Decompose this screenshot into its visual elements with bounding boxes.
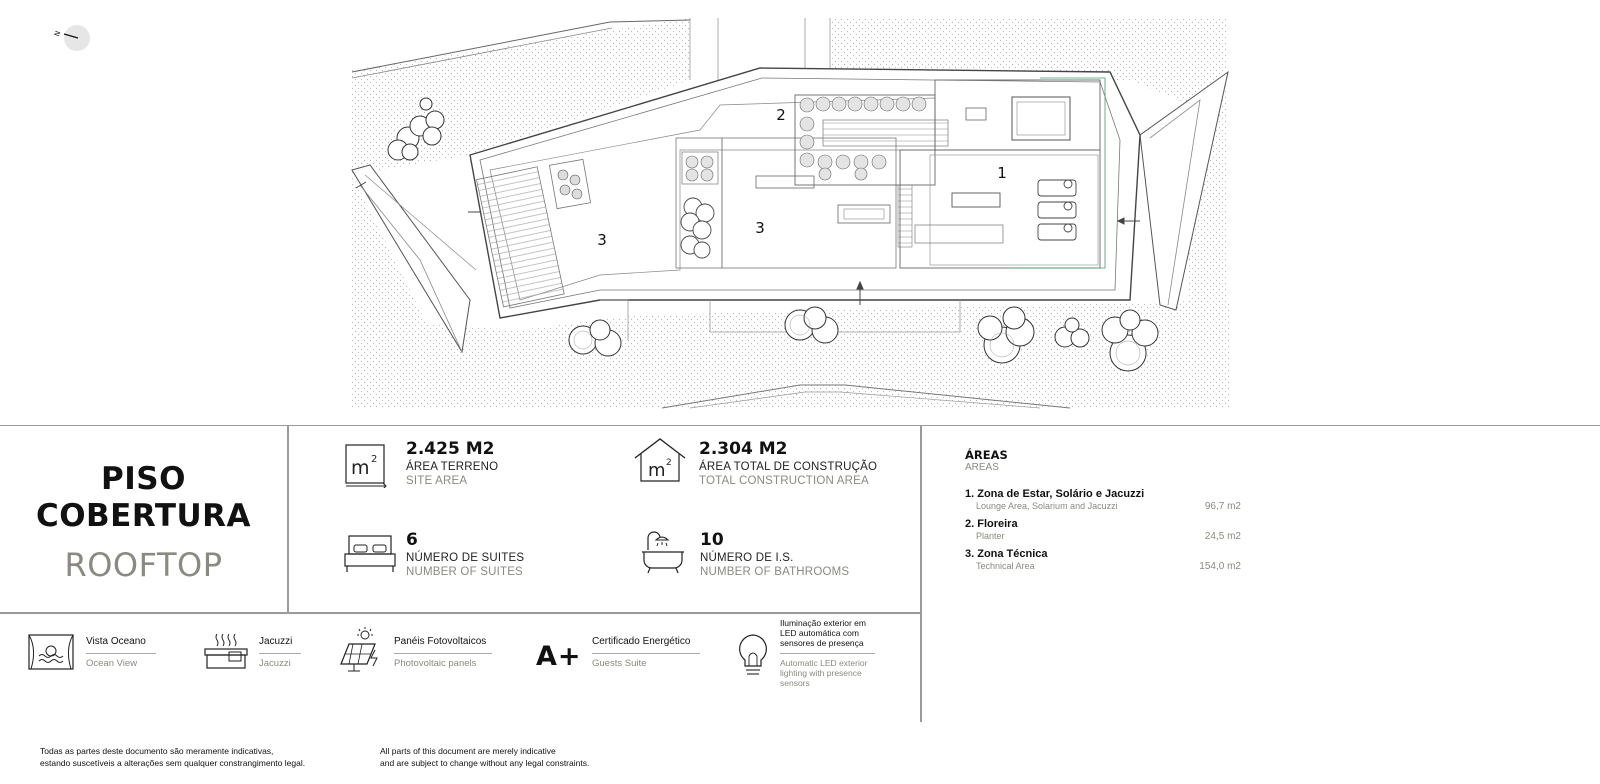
list-item	[965, 488, 1245, 518]
stat-value: 6	[406, 530, 418, 550]
house-m2-icon	[632, 436, 688, 484]
plan-label-1: 1	[997, 164, 1007, 182]
feature-label: Certificado Energético	[592, 636, 700, 654]
plan-label-3a: 3	[597, 231, 607, 249]
areas-subheading: AREAS	[965, 462, 999, 473]
feature-label: Panéis Fotovoltaicos	[394, 636, 492, 654]
stat-sublabel: SITE AREA	[406, 475, 468, 487]
areas-heading: ÁREAS	[965, 448, 1008, 462]
list-item	[965, 548, 1245, 578]
solar-panel-icon	[337, 626, 383, 674]
feature-jacuzzi	[259, 636, 301, 670]
m2-area-icon	[343, 442, 389, 488]
feature-sublabel: Guests Suite	[592, 658, 647, 669]
ocean-view-icon	[27, 632, 75, 672]
feature-sublabel: Jacuzzi	[259, 658, 291, 669]
feature-label: Vista Oceano	[86, 636, 156, 654]
svg-text:m: m	[351, 457, 370, 479]
list-item	[965, 518, 1245, 548]
stat-suites	[406, 529, 524, 580]
feature-label: Iluminação exterior em LED automática com sensores de presença	[780, 618, 875, 654]
feature-ocean-view	[86, 636, 156, 670]
stat-value: 2.425 M2	[406, 439, 495, 459]
info-panel	[0, 425, 1600, 722]
north-arrow-icon	[52, 24, 92, 54]
area-value: 154,0 m2	[1199, 561, 1241, 572]
disclaimer-pt	[40, 745, 305, 769]
svg-text:m: m	[648, 460, 666, 481]
area-name: 1. Zona de Estar, Solário e Jacuzzi	[965, 488, 1145, 500]
feature-led-lighting	[780, 618, 875, 688]
title-line-1: PISO	[101, 461, 186, 497]
feature-sublabel: Photovoltaic panels	[394, 658, 477, 669]
disclaimer-pt-line-1: Todas as partes deste documento são meramente indicativas,	[40, 746, 274, 756]
stat-label: ÁREA TOTAL DE CONSTRUÇÃO	[699, 461, 878, 473]
disclaimer-en	[380, 745, 589, 769]
footer	[0, 721, 1600, 784]
area-value: 96,7 m2	[1204, 501, 1241, 512]
area-sub: Technical Area	[976, 561, 1035, 571]
stat-label: NÚMERO DE SUITES	[406, 552, 525, 564]
plan-label-2: 2	[776, 106, 786, 124]
energy-rating-icon: A+	[536, 641, 582, 672]
stat-sublabel: TOTAL CONSTRUCTION AREA	[699, 475, 869, 487]
area-value: 24,5 m2	[1204, 531, 1241, 542]
stat-value: 10	[700, 530, 724, 550]
areas-list	[965, 448, 1245, 578]
area-name: 2. Floreira	[965, 518, 1018, 530]
area-sub: Planter	[976, 531, 1005, 541]
disclaimer-pt-line-2: estando suscetíveis a alterações sem qualquer constrangimento legal.	[40, 758, 306, 768]
stat-sublabel: NUMBER OF BATHROOMS	[700, 566, 850, 578]
stat-sublabel: NUMBER OF SUITES	[406, 566, 523, 578]
page-title	[0, 461, 287, 591]
area-name: 3. Zona Técnica	[965, 548, 1048, 560]
feature-solar-panels	[394, 636, 492, 670]
stat-label: NÚMERO DE I.S.	[700, 552, 794, 564]
svg-text:N: N	[53, 29, 63, 38]
feature-sublabel: Ocean View	[86, 658, 138, 669]
feature-sublabel: Automatic LED exterior lighting with presence sensors	[780, 658, 868, 688]
bed-icon	[343, 533, 397, 575]
bathtub-icon	[640, 528, 686, 576]
area-sub: Lounge Area, Solarium and Jacuzzi	[976, 501, 1118, 511]
stat-construction-area	[699, 438, 877, 489]
lightbulb-icon	[735, 632, 771, 680]
title-line-2: COBERTURA	[35, 498, 252, 534]
jacuzzi-icon	[203, 630, 249, 672]
stat-value: 2.304 M2	[699, 439, 788, 459]
feature-energy-certificate	[592, 636, 700, 670]
svg-text:2: 2	[371, 454, 378, 465]
stat-site-area	[406, 438, 498, 489]
feature-label: Jacuzzi	[259, 636, 301, 654]
stat-bathrooms	[700, 529, 849, 580]
page-subtitle: ROOFTOP	[64, 546, 223, 584]
svg-text:2: 2	[666, 458, 672, 468]
stat-label: ÁREA TERRENO	[406, 461, 499, 473]
plan-label-3b: 3	[755, 219, 765, 237]
disclaimer-en-line-1: All parts of this document are merely indicative	[380, 746, 556, 756]
disclaimer-en-line-2: and are subject to change without any legal constraints.	[380, 758, 590, 768]
